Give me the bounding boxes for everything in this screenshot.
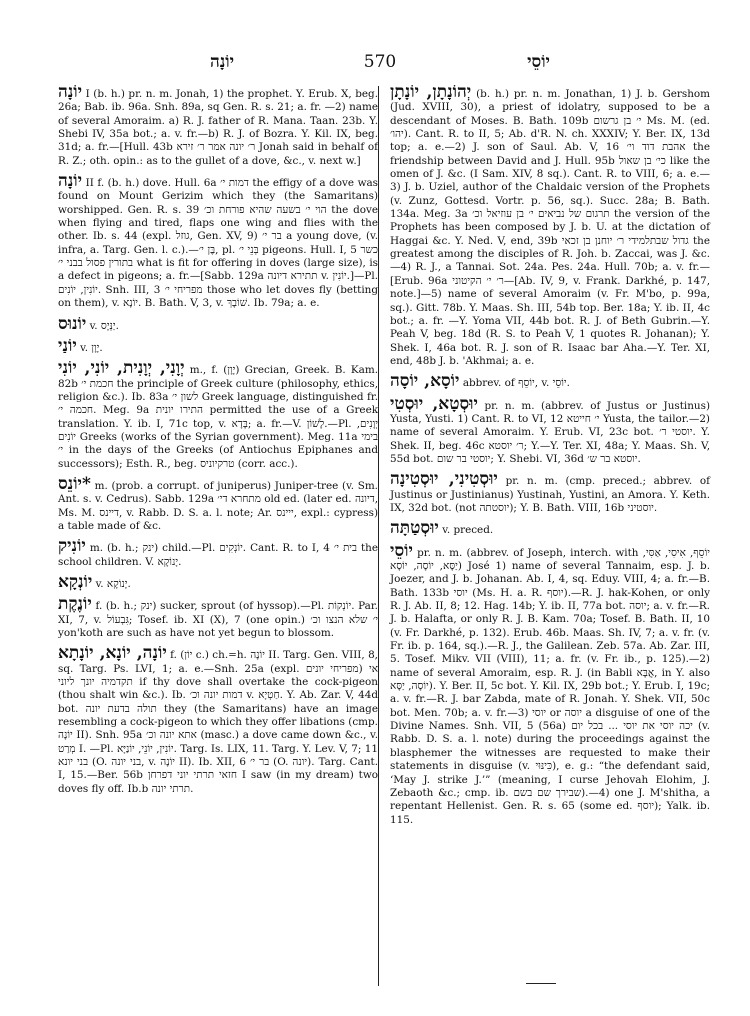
entry-headword: יוֹנוּס [58, 313, 87, 334]
dictionary-entry [390, 540, 711, 827]
dictionary-entry [58, 596, 378, 640]
entry-text: v. יָנוֹקָא. [95, 578, 131, 590]
entry-text: m. (b. h.; ינק) child.—Pl. יוֹנְקִים. Cant. R. to I, 4 בית י׳ the school children. V. יָנוֹקָא. [58, 542, 379, 568]
dictionary-entry [390, 520, 710, 537]
entry-headword: יוּסְטָא, יוּסְטִי [390, 393, 478, 414]
dictionary-entry [390, 471, 710, 515]
dictionary-entry [58, 313, 378, 334]
entry-text: abbrev. of יוֹסֵף, v. יוֹסֵי. [462, 377, 570, 390]
left-running-headword: יוֹנָה [210, 52, 235, 72]
entry-text: (b. h.) pr. n. m. Jonathan, 1) J. b. Gershom (Jud. XVIII, 30), a priest of idolatry, supposed to be a descendant of Moses. B. Bath. 109b י׳ בן גרשום Ms. M. (ed. יהו׳). Cant. R. to II, 5; Ab. d'R. N. ch. XXXIV; Y. Ber. IX, 13d top; a. e.—2) J. son of Saul. Ab. V, 16 אהבת דוד וי׳ the friendship between David and J. Hull. 95b כי׳ בן שאול like the omen of J. &c. (I Sam. XIV, 8 sq.). Cant. R. to VIII, 6; a. e.—3) J. b. Uziel, author of the Chaldaic version of the Prophets (v. Zunz, Gottesd. Vortr. p. 56, sq.). Succ. 28a; B. Bath. 134a. Meg. 3a תרגום של נביאים י׳ בן עוזיאל וכ׳ the version of the Prophets has been composed by J. b. U. at the dictation of Haggai &c. Y. Ned. V, end, 39b גדול שבתלמידי ר׳ יוחנן בן זכאי the greatest among the disciples of R. Joh. b. Zaccai, was J. &c.—4) R. J., a Tannai. Sot. 24a. Pes. 24a. Hull. 70b; a. v. fr.—[Erub. 96a ר׳ י׳ הקיטוני—[Ab. IV, 9, v. Frank. Darkhé, p. 147, note.]—5) name of several Amoraim (v. Fr. M'bo, p. 99a, sq.). Gitt. 78b. Y. Maas. Sh. III, 54b top. Ber. 18a; Y. ib. II, 4c bot.; a. fr. —Y. Yoma VII, 44b bot. R. J. of Beth Gubrin.—Y. Peah V, beg. 18d (R. S. to Peah V, 1 quotes R. Johanan); Y. Shek. I, 46a bot. R. J. son of R. Isaac bar Aha.—Y. Ter. XI, end, 48b J. b. 'Akhmai; a. e. [390, 88, 711, 367]
entry-headword: יוֹנֶקֶת [58, 594, 92, 615]
entry-text: m. (prob. a corrupt. of juniperus) Juniper-tree (v. Sm. Ant. s. v. Cedrus). Sabb. 129a מתחרא די׳ old ed. (later ed. דיונה, Ms. M. דיינס, v. Rabb. D. S. a. l. note; Ar. ייינס, expl.: cypress) a table made of &c. [58, 479, 379, 532]
entry-text: pr. n. m. (abbrev. of Justus or Justinus) Yusta, Yusti. 1) Cant. R. to VI, 12 י׳ חייטא Yusta, the tailor.—2) name of several Amoraim. Y. Erub. VI, 23c bot. יוסטי ר׳. Y. Shek. II, beg. 46c ר׳ יוסטא; Y.—Y. Ter. XI, 48a; Y. Maas. Sh. V, 55d bot. יוסטי בר שום; Y. Shebi. VI, 36d יוסטא בר ש׳. [390, 399, 710, 465]
dictionary-entry [390, 373, 710, 390]
entry-text: I (b. h.) pr. n. m. Jonah, 1) the prophet. Y. Erub. X, beg. 26a; Bab. ib. 96a. Snh. 89a, sq Gen. R. s. 21; a. fr. —2) name of several Amoraim. a) R. J. father of R. Mana. Taan. 23b. Y. Shebi IV, 35a bot.; a. v. fr.—b) R. J. of Bozra. Y. Kil. IX, beg. 31d; a. fr.—[Hull. 43b ר׳ יונה אמר ר׳ זירא Jonah said in behalf of R. Z.; oth. opin.: as to the gullet of a dove, &c., v. next w.] [58, 88, 379, 167]
entry-text: II f. (b. h.) dove. Hull. 6a דמות י׳ the effigy of a dove was found on Mount Gerizim which they (the Samaritans) worshipped. Gen. R. s. 39 הוי י׳ בשעה שהיא פורחת וכ׳ the dove when flying and tired, flaps one wing and flies with the other. Ib. s. 44 (expl. גוזל, Gen. XV, 9) בר י׳ a young dove, (v. infra, a. Targ. Gen. l. c.).—בֶּן י׳, pl. בְּנֵי י׳ pigeons. Hull. I, 5 כשר בתורין פסול בבני י׳ what is fit for offering in doves (large size), is a defect in pigeons; a. fr.—[Sabb. 129a תתירא דיונה v. יוֹנִין.]—Pl. יוֹנִין, יוֹנִים. Snh. III, 3 מפריחי י׳ those who let doves fly (betting on them), v. יוֹנָא. B. Bath. V, 3, v. שׁוֹבָךְ. Ib. 79a; a. e. [58, 177, 379, 310]
entry-headword: *יוֹנֵס [58, 473, 91, 494]
entry-headword: יוֹסֵי [390, 540, 413, 561]
footer-dash [526, 983, 556, 984]
dictionary-entry [58, 84, 378, 168]
entry-text: f. (יוֹן c.) ch.=h. יוֹנָה II. Targ. Gen. VIII, 8, sq. Targ. Ps. LVI, 1; a. e.—Snh. 25a (expl. מפריחי יונים) אי תקדמיה יונך ליוני if thy dove shall overtake the cock-pigeon (thou shalt win &c.). Ib. דמות יונה וכ׳ v. חַטְיָא. Y. Ab. Zar. V, 44d bot. תולה בדעת יונה they (the Samaritans) have an image resembling a cock-pigeon to which they offer libations (cmp. יוֹנָה II). Snh. 95a אתא יונה וכ׳ (masc.) a dove came down &c., v. מְרַט I. —Pl. יוֹנִין, יוֹנֵי, יוֹנַיָּא. Targ. Is. LIX, 11. Targ. Y. Lev. V, 7; 11 בני יונא (O. בני יונה, v. יוֹנָה II). Ib. XII, 6 בר י׳ (O. יונה). Targ. Cant. I, 15.—Ber. 56b חזאי תרתי יוני דפרחן I saw (in my dream) two doves fly off. Ib.b תרתי יונה. [58, 649, 379, 795]
column-divider [378, 86, 379, 986]
dictionary-entry [58, 360, 378, 471]
entry-headword: יוֹנְקָא [58, 572, 93, 592]
dictionary-entry [58, 173, 378, 310]
entry-text: v. יַנְּיָס. [89, 319, 119, 332]
running-header [60, 52, 700, 76]
entry-headword: יוֹנִיק [58, 536, 86, 557]
entry-text: pr. n. m. (cmp. preced.; abbrev. of Justinus or Justinianus) Yustinah, Yustini, an Amora. Y. Keth. IX, 32d bot. (not יוסטתה); Y. B. Bath. VIII, 16b יוסטיני. [390, 475, 710, 514]
entry-headword: יוֹסָא, יוֹסָה [390, 371, 460, 392]
entry-headword: יוֹנָה, יוֹנָא, יוֹנָתָא [58, 643, 167, 664]
entry-headword: יְוָנִי, יְוָנִית, יוֹנִי, יוֹנִי [58, 358, 185, 379]
entry-headword: יוּסְטִינִי, יוּסְטִינָה [390, 469, 498, 490]
right-running-headword: יוֹסֵי [527, 52, 550, 72]
entry-text: v. preced. [442, 524, 494, 537]
right-column [390, 84, 710, 832]
dictionary-entry [58, 574, 378, 591]
dictionary-entry [390, 84, 710, 368]
left-column [58, 84, 378, 801]
entry-text: f. (b. h.; ינק) sucker, sprout (of hyssop).—Pl. יוֹנְקוֹת. Par. XI, 7, v. גִּבְעוֹל; Tosef. ib. XI (X), 7 (one opin.) י׳ שלא הנצו וכ׳ yon'koth are such as have not yet begun to blossom. [58, 600, 378, 640]
dictionary-entry [58, 335, 378, 356]
entry-text: pr. n. m. (abbrev. of Joseph, interch. with יוֹסֵף, אִיסִי, אַסִּי, יַסָּא, יוֹסָה, יוֹסָא) José 1) name of several Tannaim, esp. J. b. Joezer, and J. b. Johanan. Ab. I, 4, sq. Eduy. VIII, 4; a. fr.—B. Bath. 133b יוסי (Ms. H. a. R. יוסף).—R. J. hak-Kohen, or only R. J. Ab. II, 8; 12. Hag. 14b; Y. ib. II, 77a bot. יוסה; a. v. fr.—R. J. b. Halafta, or only R. J. B. Kam. 70a; Tosef. B. Bath. II, 10 (v. Fr. Darkhé, p. 132). Erub. 46b. Maas. Sh. IV, 7; a. v. fr. (v. Fr. ib. p. 164, sq.).—R. J., the Galilean. Zeb. 57a. Ab. Zar. III, 5. Tosef. Mikv. VII (VIII), 11; a. fr. (v. Fr. ib., p. 125).—2) name of several Amoraim, esp. R. J. (in Babli אֲבָּא, in Y. also יוֹסָה, יַסָּא). Y. Ber. II, 5c bot. Y. Kil. IX, 29b bot.; Y. Erub. I, 19c; a. v. fr.—R. J. bar Zabda, mate of R. Jonah. Y. Shek. VII, 50c bot. Men. 70b; a. v. fr.—3) יוסי or יוסה a disguise of one of the Divine Names. Snh. VII, 5 (56a) יכה יוסי את יוסי ... בכל יום (v. Rabb. D. S. a. l. note) during the proceedings against the blasphemer the witnesses are requested to make their statements in disguise (v. כִּינּוּי), e. g.: “the defendant said, ‘May J. strike J.’” (meaning, I curse Jehovah Elohim, J. Zebaoth &c.; cmp. ib. שבירך שם בשם).—4) one J. M'shitha, a repentant Hellenist. Gen. R. s. 65 (some ed. יוסף); Yalk. ib. 115. [390, 546, 711, 826]
entry-headword: יוֹנָה [58, 171, 83, 192]
entry-headword: יוּסְטַתָּה [390, 518, 439, 539]
dictionary-entry [58, 645, 378, 796]
dictionary-entry [390, 393, 710, 467]
entry-headword: יוֹנָה [58, 82, 83, 102]
entry-text: m., f. (יָוָן) Grecian, Greek. B. Kam. 82b חכמת י׳ the principle of Greek culture (philosophy, ethics, religion &c.). Ib. 83a לשון י׳ Greek language, distinguished fr. חכמה י׳. Meg. 9a התירו יונית permitted the use of a Greek translation. Y. ib. I, 71c top, v. בָּדָא; a. fr.—V. לָשׁוֹן.—Pl. יְוָנִים, יוֹנִים Greeks (works of the Syrian government). Meg. 11a בימי י׳ in the days of the Greeks (of Antiochus Epiphanes and successors); Esth. R., beg. טרקיוניס (corr. acc.). [58, 364, 379, 470]
dictionary-entry [58, 473, 379, 533]
dictionary-entry [58, 538, 378, 569]
entry-headword: יְהוֹנָתָן, יוֹנָתָן [390, 82, 472, 102]
page-number: 570 [363, 52, 397, 72]
entry-headword: יוֹנַי [58, 335, 77, 356]
entry-text: v. יָוָן. [80, 341, 103, 354]
